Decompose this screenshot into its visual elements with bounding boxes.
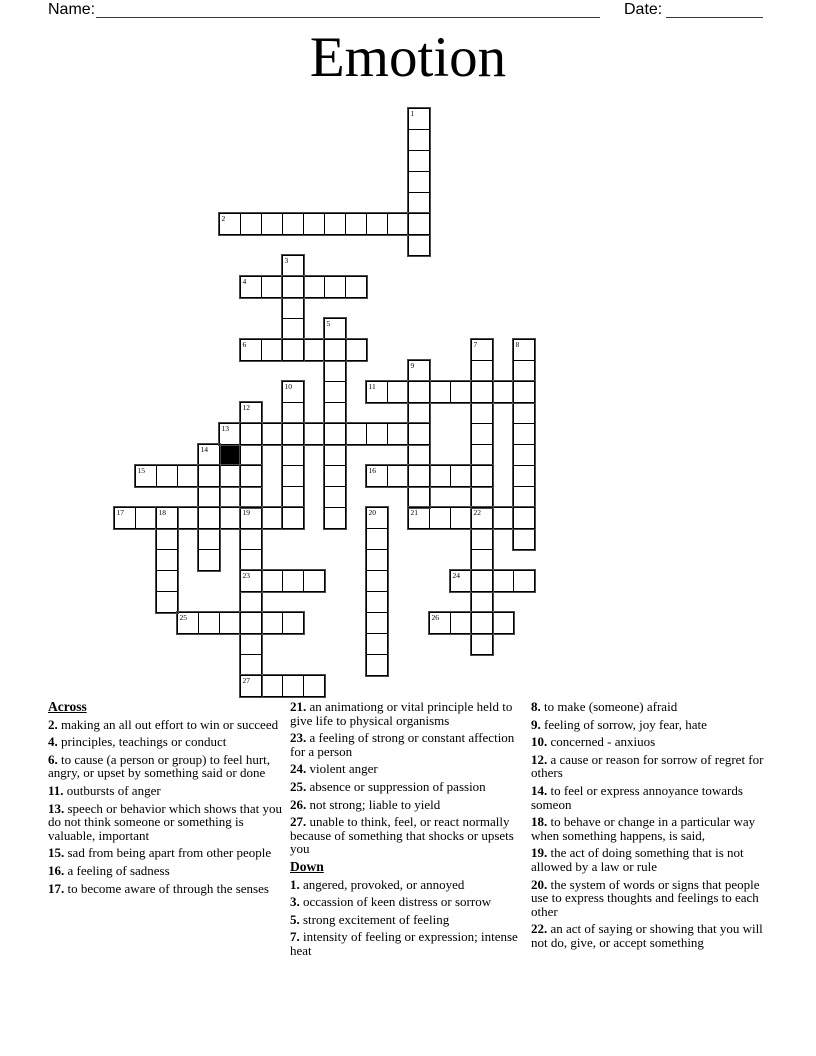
grid-cell[interactable] xyxy=(282,213,304,235)
clue-item-across-21 xyxy=(290,700,526,727)
cell-number: 3 xyxy=(284,256,289,265)
clue-text: speech or behavior which shows that you do not think someone or something is valuable, important xyxy=(48,800,282,843)
clue-item-across-15 xyxy=(48,846,285,860)
clue-item-down-10 xyxy=(531,735,774,749)
grid-cell[interactable] xyxy=(492,570,514,592)
grid-cell[interactable] xyxy=(513,507,535,529)
grid-cell[interactable] xyxy=(219,507,241,529)
grid-cell[interactable] xyxy=(303,423,325,445)
grid-cell[interactable] xyxy=(471,549,493,571)
clue-item-down-1 xyxy=(290,878,526,892)
grid-cell[interactable] xyxy=(240,276,262,298)
grid-cell[interactable] xyxy=(450,381,472,403)
cell-number: 6 xyxy=(242,340,247,349)
grid-cell[interactable] xyxy=(408,129,430,151)
cell-number: 10 xyxy=(284,382,292,391)
clue-column xyxy=(531,700,774,954)
clue-item-across-27 xyxy=(290,815,526,856)
cell-number: 15 xyxy=(137,466,145,475)
clue-item-across-16 xyxy=(48,864,285,878)
cell-number: 17 xyxy=(116,508,124,517)
grid-cell[interactable] xyxy=(324,423,346,445)
grid-cell[interactable] xyxy=(198,612,220,634)
grid-cell[interactable] xyxy=(261,423,283,445)
grid-cell[interactable] xyxy=(429,381,451,403)
grid-cell[interactable] xyxy=(282,297,304,319)
grid-cell[interactable] xyxy=(240,486,262,508)
grid-cell[interactable] xyxy=(261,570,283,592)
grid-cell[interactable] xyxy=(135,465,157,487)
grid-cell[interactable] xyxy=(429,465,451,487)
grid-cell[interactable] xyxy=(261,507,283,529)
clue-item-down-5 xyxy=(290,913,526,927)
clue-number: 17. xyxy=(48,880,65,896)
clue-item-across-6 xyxy=(48,753,285,780)
grid-cell[interactable] xyxy=(324,465,346,487)
clue-item-down-14 xyxy=(531,784,774,811)
clue-item-down-7 xyxy=(290,930,526,957)
clue-number: 3. xyxy=(290,894,300,910)
grid-cell[interactable] xyxy=(513,381,535,403)
grid-cell[interactable] xyxy=(324,318,346,340)
cell-number: 7 xyxy=(473,340,478,349)
grid-cell[interactable] xyxy=(513,339,535,361)
clue-number: 15. xyxy=(48,845,65,861)
grid-cell[interactable] xyxy=(324,507,346,529)
clue-text: to become aware of through the senses xyxy=(64,880,269,896)
clue-number: 2. xyxy=(48,716,58,732)
grid-cell[interactable] xyxy=(345,213,367,235)
cell-number: 25 xyxy=(179,613,187,622)
clue-item-across-23 xyxy=(290,731,526,758)
grid-cell[interactable] xyxy=(471,339,493,361)
grid-cell[interactable] xyxy=(303,213,325,235)
crossword-grid xyxy=(114,108,538,700)
clue-text: to feel or express annoyance towards someon xyxy=(531,782,743,812)
clue-text: feeling of sorrow, joy fear, hate xyxy=(540,716,707,732)
grid-cell[interactable] xyxy=(135,507,157,529)
grid-cell[interactable] xyxy=(282,318,304,340)
clue-number: 23. xyxy=(290,730,307,746)
grid-cell[interactable] xyxy=(408,444,430,466)
grid-cell[interactable] xyxy=(282,486,304,508)
grid-cell[interactable] xyxy=(198,549,220,571)
grid-cell[interactable] xyxy=(282,381,304,403)
clue-item-across-4 xyxy=(48,735,285,749)
clue-text: intensity of feeling or expression; intense heat xyxy=(290,929,518,958)
cell-number: 20 xyxy=(368,508,376,517)
cell-number: 22 xyxy=(473,508,481,517)
grid-cell[interactable] xyxy=(408,486,430,508)
grid-cell[interactable] xyxy=(450,570,472,592)
grid-cell[interactable] xyxy=(408,108,430,130)
grid-cell[interactable] xyxy=(177,507,199,529)
grid-cell[interactable] xyxy=(198,486,220,508)
clue-text: strong excitement of feeling xyxy=(299,911,450,927)
grid-cell[interactable] xyxy=(198,507,220,529)
grid-cell[interactable] xyxy=(303,570,325,592)
clue-number: 4. xyxy=(48,734,58,750)
clue-item-down-12 xyxy=(531,753,774,780)
grid-cell[interactable] xyxy=(366,465,388,487)
grid-cell[interactable] xyxy=(471,633,493,655)
cell-number: 21 xyxy=(410,508,418,517)
grid-cell[interactable] xyxy=(471,507,493,529)
cell-number: 19 xyxy=(242,508,250,517)
grid-cell[interactable] xyxy=(324,486,346,508)
grid-cell[interactable] xyxy=(219,423,241,445)
grid-cell[interactable] xyxy=(240,423,262,445)
clue-text: a feeling of sadness xyxy=(64,862,170,878)
grid-cell[interactable] xyxy=(240,444,262,466)
grid-cell[interactable] xyxy=(261,276,283,298)
cell-number: 27 xyxy=(242,676,250,685)
grid-cell[interactable] xyxy=(366,213,388,235)
clue-number: 16. xyxy=(48,862,65,878)
clue-text: an animationg or vital principle held to give life to physical organisms xyxy=(290,699,513,728)
grid-cell[interactable] xyxy=(324,276,346,298)
grid-cell[interactable] xyxy=(471,381,493,403)
clue-item-down-9 xyxy=(531,718,774,732)
grid-cell[interactable] xyxy=(303,339,325,361)
grid-cell[interactable] xyxy=(408,150,430,172)
grid-cell[interactable] xyxy=(408,465,430,487)
grid-cell[interactable] xyxy=(240,213,262,235)
grid-cell[interactable] xyxy=(261,612,283,634)
clue-item-across-17 xyxy=(48,882,285,896)
grid-cell[interactable] xyxy=(324,444,346,466)
grid-cell[interactable] xyxy=(156,507,178,529)
grid-cell[interactable] xyxy=(408,234,430,256)
grid-cell[interactable] xyxy=(366,612,388,634)
grid-cell[interactable] xyxy=(492,381,514,403)
cell-number: 11 xyxy=(368,382,376,391)
cell-number: 16 xyxy=(368,466,376,475)
grid-cell[interactable] xyxy=(471,570,493,592)
cell-number: 14 xyxy=(200,445,208,454)
grid-cell[interactable] xyxy=(471,360,493,382)
page-title: Emotion xyxy=(309,26,507,89)
grid-cell[interactable] xyxy=(198,528,220,550)
grid-cell[interactable] xyxy=(492,612,514,634)
grid-cell[interactable] xyxy=(408,360,430,382)
grid-cell[interactable] xyxy=(513,570,535,592)
clue-item-across-11 xyxy=(48,784,285,798)
cell-number: 24 xyxy=(452,571,460,580)
across-header: Across xyxy=(48,699,87,714)
clue-column xyxy=(290,700,526,962)
grid-cell[interactable] xyxy=(513,423,535,445)
grid-cell[interactable] xyxy=(408,402,430,424)
grid-cell[interactable] xyxy=(513,444,535,466)
grid-cell[interactable] xyxy=(156,549,178,571)
grid-cell[interactable] xyxy=(408,171,430,193)
grid-cell[interactable] xyxy=(282,255,304,277)
clue-text: violent anger xyxy=(306,761,378,777)
grid-cell[interactable] xyxy=(261,213,283,235)
grid-cell[interactable] xyxy=(240,570,262,592)
clue-text: making an all out effort to win or succeed xyxy=(57,716,279,732)
grid-cell[interactable] xyxy=(408,507,430,529)
clue-number: 11. xyxy=(48,782,64,798)
clue-item-across-25 xyxy=(290,780,526,794)
grid-cell[interactable] xyxy=(240,675,262,697)
grid-cell[interactable] xyxy=(366,549,388,571)
grid-cell[interactable] xyxy=(366,591,388,613)
grid-cell[interactable] xyxy=(219,612,241,634)
clue-item-down-3 xyxy=(290,895,526,909)
grid-cell[interactable] xyxy=(240,612,262,634)
grid-cell[interactable] xyxy=(366,570,388,592)
grid-cell[interactable] xyxy=(408,192,430,214)
grid-cell[interactable] xyxy=(177,612,199,634)
grid-cell[interactable] xyxy=(471,528,493,550)
clue-text: unable to think, feel, or react normally because of something that shocks or upsets you xyxy=(290,814,514,857)
cell-number: 26 xyxy=(431,613,439,622)
clue-number: 22. xyxy=(531,921,548,937)
grid-cell[interactable] xyxy=(324,381,346,403)
clue-number: 5. xyxy=(290,911,300,927)
grid-cell[interactable] xyxy=(513,360,535,382)
cell-number: 5 xyxy=(326,319,331,328)
clue-number: 13. xyxy=(48,800,65,816)
grid-cell[interactable] xyxy=(408,213,430,235)
grid-cell[interactable] xyxy=(471,465,493,487)
grid-cell[interactable] xyxy=(282,465,304,487)
grid-cell[interactable] xyxy=(240,402,262,424)
cell-number: 12 xyxy=(242,403,250,412)
clue-number: 8. xyxy=(531,699,541,714)
clue-number: 19. xyxy=(531,845,548,861)
clue-text: not strong; liable to yield xyxy=(306,796,441,812)
grid-cell[interactable] xyxy=(471,612,493,634)
grid-cell[interactable] xyxy=(282,339,304,361)
grid-cell[interactable] xyxy=(366,423,388,445)
grid-cell[interactable] xyxy=(471,486,493,508)
clue-number: 27. xyxy=(290,814,307,830)
cell-number: 4 xyxy=(242,277,247,286)
clue-item-down-20 xyxy=(531,878,774,919)
grid-cell[interactable] xyxy=(471,591,493,613)
grid-cell[interactable] xyxy=(282,402,304,424)
grid-cell[interactable] xyxy=(219,465,241,487)
clue-number: 7. xyxy=(290,929,300,945)
clue-text: to cause (a person or group) to feel hurt, angry, or upset by something said or done xyxy=(48,751,271,781)
grid-cell[interactable] xyxy=(324,339,346,361)
cell-number: 18 xyxy=(158,508,166,517)
grid-cell[interactable] xyxy=(450,507,472,529)
grid-cell[interactable] xyxy=(303,675,325,697)
grid-cell[interactable] xyxy=(156,465,178,487)
grid-cell[interactable] xyxy=(408,381,430,403)
grid-cell[interactable] xyxy=(366,381,388,403)
clue-number: 26. xyxy=(290,796,307,812)
clue-column xyxy=(48,700,285,899)
cell-number: 8 xyxy=(515,340,520,349)
grid-cell[interactable] xyxy=(240,549,262,571)
grid-cell[interactable] xyxy=(513,402,535,424)
grid-cell[interactable] xyxy=(408,423,430,445)
grid-cell[interactable] xyxy=(429,507,451,529)
grid-cell[interactable] xyxy=(471,423,493,445)
grid-cell[interactable] xyxy=(282,570,304,592)
grid-cell[interactable] xyxy=(282,423,304,445)
grid-cell[interactable] xyxy=(198,444,220,466)
grid-cell[interactable] xyxy=(240,507,262,529)
cell-number: 2 xyxy=(221,214,226,223)
clue-text: concerned - anxiuos xyxy=(547,734,656,750)
grid-cell[interactable] xyxy=(387,213,409,235)
clue-number: 9. xyxy=(531,716,541,732)
grid-cell[interactable] xyxy=(156,570,178,592)
clue-text: principles, teachings or conduct xyxy=(57,734,227,750)
grid-cell[interactable] xyxy=(282,276,304,298)
grid-cell[interactable] xyxy=(156,528,178,550)
clue-number: 24. xyxy=(290,761,307,777)
grid-cell[interactable] xyxy=(324,360,346,382)
clue-item-down-19 xyxy=(531,846,774,873)
grid-cell[interactable] xyxy=(366,633,388,655)
grid-cell[interactable] xyxy=(303,276,325,298)
clue-number: 6. xyxy=(48,751,58,767)
grid-cell[interactable] xyxy=(366,528,388,550)
clue-text: an act of saying or showing that you will not do, give, or accept something xyxy=(531,921,763,950)
grid-cell[interactable] xyxy=(429,612,451,634)
clue-text: to make (someone) afraid xyxy=(540,699,678,714)
clue-item-across-26 xyxy=(290,798,526,812)
grid-cell[interactable] xyxy=(114,507,136,529)
clue-item-down-22 xyxy=(531,922,774,949)
blocked-cell xyxy=(219,444,241,466)
grid-cell[interactable] xyxy=(324,213,346,235)
grid-cell[interactable] xyxy=(240,654,262,676)
cell-number: 1 xyxy=(410,109,415,118)
clue-number: 20. xyxy=(531,876,548,892)
grid-cell[interactable] xyxy=(198,465,220,487)
grid-cell[interactable] xyxy=(387,381,409,403)
cell-number: 9 xyxy=(410,361,415,370)
clue-text: outbursts of anger xyxy=(63,782,161,798)
clue-text: absence or suppression of passion xyxy=(306,778,486,794)
grid-cell[interactable] xyxy=(282,507,304,529)
down-header: Down xyxy=(290,858,324,874)
grid-cell[interactable] xyxy=(240,339,262,361)
clue-number: 12. xyxy=(531,751,548,767)
grid-cell[interactable] xyxy=(513,528,535,550)
grid-cell[interactable] xyxy=(240,465,262,487)
clue-number: 25. xyxy=(290,778,307,794)
grid-cell[interactable] xyxy=(366,654,388,676)
grid-cell[interactable] xyxy=(240,528,262,550)
grid-cell[interactable] xyxy=(282,612,304,634)
clue-item-down-8 xyxy=(531,700,774,714)
grid-cell[interactable] xyxy=(177,465,199,487)
grid-cell[interactable] xyxy=(261,339,283,361)
name-blank-line[interactable] xyxy=(96,1,600,18)
cell-number: 13 xyxy=(221,424,229,433)
clue-item-down-18 xyxy=(531,815,774,842)
grid-cell[interactable] xyxy=(450,465,472,487)
clue-text: a feeling of strong or constant affection for a person xyxy=(290,730,515,759)
grid-cell[interactable] xyxy=(366,507,388,529)
grid-cell[interactable] xyxy=(324,402,346,424)
clue-number: 21. xyxy=(290,699,307,714)
clue-item-across-13 xyxy=(48,802,285,843)
grid-cell[interactable] xyxy=(387,423,409,445)
clue-number: 10. xyxy=(531,734,548,750)
clue-item-across-2 xyxy=(48,718,285,732)
cell-number: 23 xyxy=(242,571,250,580)
clue-number: 14. xyxy=(531,782,548,798)
clue-text: occassion of keen distress or sorrow xyxy=(299,894,492,910)
grid-cell[interactable] xyxy=(471,402,493,424)
name-label: Name: xyxy=(48,1,96,18)
grid-cell[interactable] xyxy=(345,339,367,361)
grid-cell[interactable] xyxy=(219,213,241,235)
grid-cell[interactable] xyxy=(240,591,262,613)
grid-cell[interactable] xyxy=(471,444,493,466)
grid-cell[interactable] xyxy=(345,276,367,298)
clue-text: sad from being apart from other people xyxy=(64,845,272,861)
grid-cell[interactable] xyxy=(240,633,262,655)
clue-text: to behave or change in a particular way when something happens, is said, xyxy=(531,814,756,843)
grid-cell[interactable] xyxy=(513,486,535,508)
clue-item-across-24 xyxy=(290,762,526,776)
grid-cell[interactable] xyxy=(450,612,472,634)
clue-number: 18. xyxy=(531,814,548,830)
clue-text: the system of words or signs that people use to express thoughts and feelings to each other xyxy=(531,876,760,919)
grid-cell[interactable] xyxy=(282,444,304,466)
grid-cell[interactable] xyxy=(282,675,304,697)
grid-cell[interactable] xyxy=(261,675,283,697)
clue-text: angered, provoked, or annoyed xyxy=(299,876,465,892)
grid-cell[interactable] xyxy=(492,507,514,529)
clue-text: the act of doing something that is not allowed by a law or rule xyxy=(531,845,744,874)
grid-cell[interactable] xyxy=(387,465,409,487)
clue-number: 1. xyxy=(290,876,300,892)
clue-text: a cause or reason for sorrow of regret for others xyxy=(531,751,764,781)
grid-cell[interactable] xyxy=(345,423,367,445)
date-label: Date: xyxy=(624,1,663,18)
date-blank-line[interactable] xyxy=(666,1,763,18)
grid-cell[interactable] xyxy=(156,591,178,613)
grid-cell[interactable] xyxy=(513,465,535,487)
